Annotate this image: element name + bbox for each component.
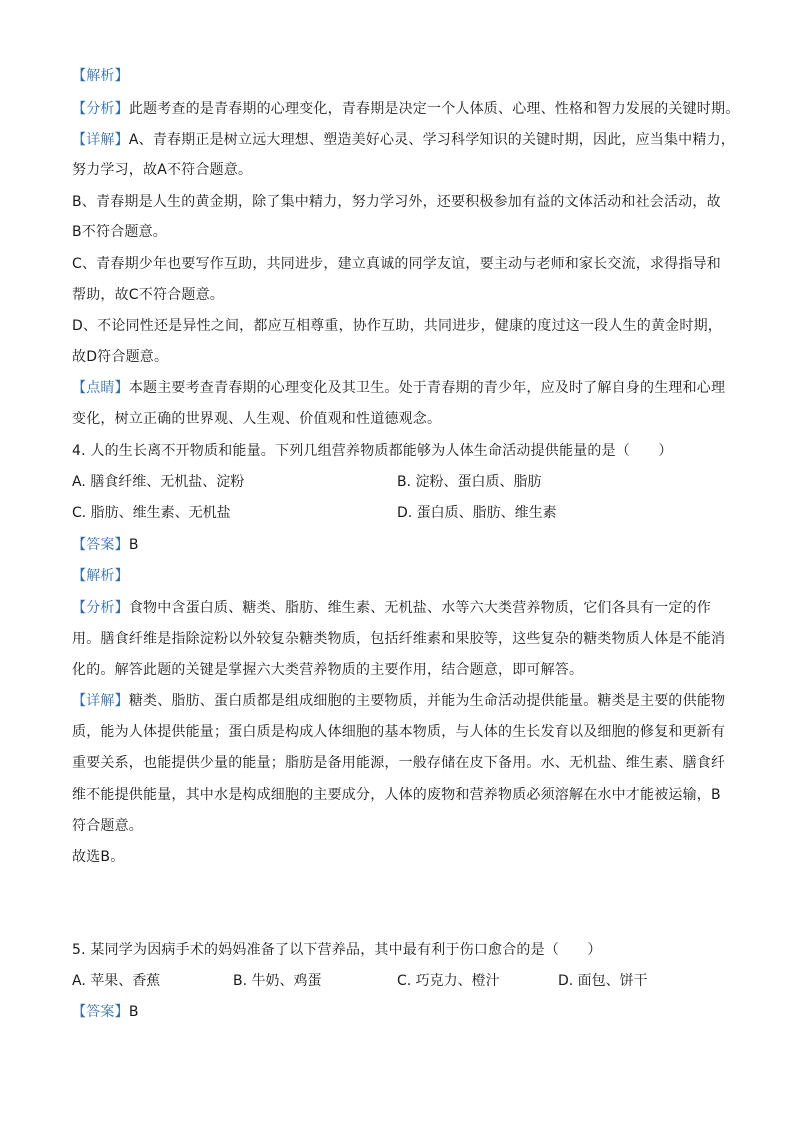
- q4-fenxi-line-2: 用。膳食纤维是指除淀粉以外较复杂糖类物质，包括纤维素和果胶等，这些复杂的糖类物质人体是不能消: [72, 631, 726, 647]
- answer-value: B: [128, 1004, 139, 1020]
- q4-option-a: A. 膳食纤维、无机盐、淀粉: [72, 474, 245, 490]
- q4-analysis-heading: [72, 566, 732, 586]
- q4-stem: 4. 人的生长离不开物质和能量。下列几组营养物质都能够为人体生命活动提供能量的是（ ）: [72, 443, 673, 459]
- q4-fenxi-line-1: [72, 598, 732, 618]
- q4-xiangjie-line-5: 符合题意。: [72, 818, 143, 834]
- q4-fenxi-line-3: 化的。解答此题的关键是掌握六大类营养物质的主要作用，结合题意，即可解答。: [72, 662, 584, 678]
- q4-option-b: B. 淀粉、蛋白质、脂肪: [397, 474, 542, 490]
- q3-c-line-1: C、青春期少年也要写作互助，共同进步，建立真诚的同学友谊，要主动与老师和家长交流，求得指导和: [72, 256, 721, 272]
- q4-xiangjie-line-3: 重要关系，也能提供少量的能量；脂肪是备用能源，一般存储在皮下备用。水、无机盐、维生素、膳食纤: [72, 755, 726, 771]
- analysis-tag: 【解析】: [72, 68, 129, 84]
- q3-d-line-1: D、不论同性还是异性之间，都应互相尊重，协作互助，共同进步，健康的度过这一段人生的黄金时期，: [72, 318, 722, 334]
- q5-option-b: B. 牛奶、鸡蛋: [233, 973, 322, 989]
- fenxi-tag: 【分析】: [72, 600, 129, 616]
- q5-option-c: C. 巧克力、橙汁: [397, 973, 500, 989]
- fenxi-text: 此题考查的是青春期的心理变化，青春期是决定一个人体质、心理、性格和智力发展的关键时期。: [128, 101, 740, 117]
- q3-fenxi: [72, 99, 740, 119]
- xiangjie-text: 糖类、脂肪、蛋白质都是组成细胞的主要物质，并能为生命活动提供能量。糖类是主要的供能物: [128, 693, 726, 709]
- xiangjie-tag: 【详解】: [72, 693, 129, 709]
- dianjing-tag: 【点睛】: [72, 380, 129, 396]
- q3-analysis-heading: [72, 66, 732, 86]
- answer-tag: 【答案】: [72, 537, 129, 553]
- q5-option-d: D. 面包、饼干: [558, 973, 648, 989]
- q4-answer: [72, 535, 732, 555]
- q4-xiangjie-line-2: 质，能为人体提供能量；蛋白质是构成人体细胞的基本物质，与人体的生长发育以及细胞的修复和更新有: [72, 724, 726, 740]
- q3-dianjing-line-1: [72, 378, 732, 398]
- analysis-tag: 【解析】: [72, 568, 129, 584]
- dianjing-text: 本题主要考查青春期的心理变化及其卫生。处于青春期的青少年，应及时了解自身的生理和心理: [128, 380, 726, 396]
- q4-xiangjie-line-4: 维不能提供能量，其中水是构成细胞的主要成分，人体的废物和营养物质必须溶解在水中才能被运输，B: [72, 787, 721, 803]
- q3-b-line-2: B不符合题意。: [72, 224, 168, 240]
- q4-conclusion: 故选B。: [72, 849, 125, 865]
- fenxi-text: 食物中含蛋白质、糖类、脂肪、维生素、无机盐、水等六大类营养物质，它们各具有一定的作: [128, 600, 712, 616]
- answer-tag: 【答案】: [72, 1004, 129, 1020]
- q4-xiangjie-line-1: [72, 691, 732, 711]
- q5-answer: [72, 1002, 732, 1022]
- q3-xiangjie-line-1: [72, 130, 735, 150]
- q4-option-c: C. 脂肪、维生素、无机盐: [72, 505, 231, 521]
- q3-d-line-2: 故D符合题意。: [72, 349, 169, 365]
- q3-c-line-2: 帮助，故C不符合题意。: [72, 287, 224, 303]
- q4-option-d: D. 蛋白质、脂肪、维生素: [397, 505, 557, 521]
- xiangjie-text: A、青春期正是树立远大理想、塑造美好心灵、学习科学知识的关键时期，因此，应当集中精力，: [128, 132, 735, 148]
- answer-value: B: [128, 537, 139, 553]
- q3-xiangjie-line-2: 努力学习，故A不符合题意。: [72, 162, 253, 178]
- fenxi-tag: 【分析】: [72, 101, 129, 117]
- xiangjie-tag: 【详解】: [72, 132, 129, 148]
- q3-dianjing-line-2: 变化，树立正确的世界观、人生观、价值观和性道德观念。: [72, 411, 442, 427]
- q3-b-line-1: B、青春期是人生的黄金期，除了集中精力，努力学习外，还要积极参加有益的文体活动和社会活动，故: [72, 194, 721, 210]
- q5-stem: 5. 某同学为因病手术的妈妈准备了以下营养品，其中最有利于伤口愈合的是（ ）: [72, 942, 602, 958]
- q5-option-a: A. 苹果、香蕉: [72, 973, 161, 989]
